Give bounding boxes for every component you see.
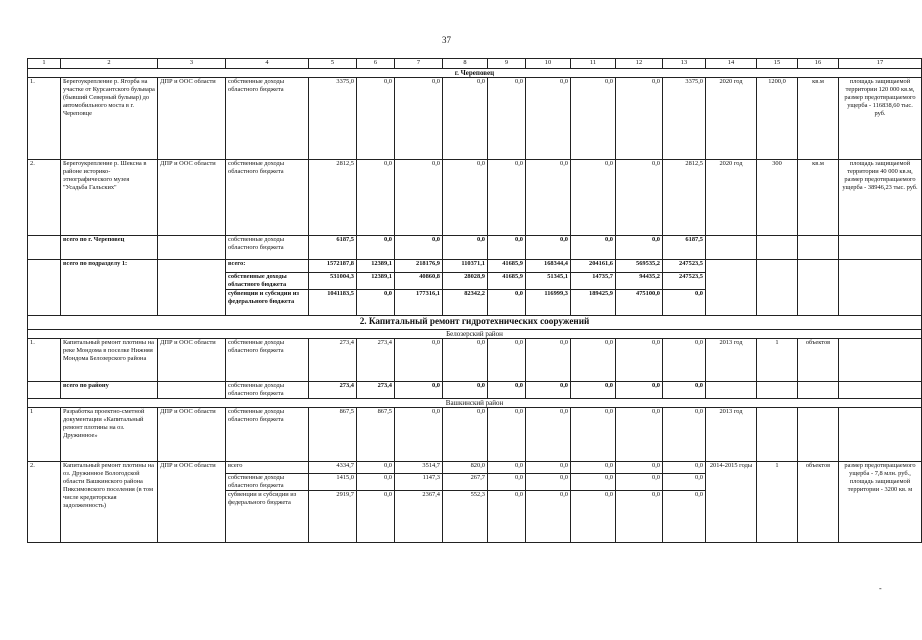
result-note: площадь защищаемой территории 120 000 кв.м, размер предотвращаемого ущерба - 116838,60 тыс. руб. [839,78,922,160]
cell-value: 0,0 [571,78,616,160]
cell-value: 0,0 [395,339,443,382]
column-number: 1 [28,59,61,69]
result-note: площадь защищаемой территории 40 000 кв.м, размер предотвращаемого ущерба - 38946,23 тыс. руб. [839,160,922,236]
cell-value: 116999,3 [526,290,571,316]
cell-value: 0,0 [616,160,663,236]
column-number: 5 [309,59,357,69]
cell-value: 0,0 [663,474,706,491]
row-number: 1. [28,339,61,382]
funding-source: собственные доходы областного бюджета [226,78,309,160]
funding-source: всего [226,462,309,474]
activity-name: Берегоукрепление р. Ягорба на участке от Курсантского бульвара (бывший Северный бульвар) до автомобильного моста в г. Череповце [61,78,158,160]
total-label: всего по г. Череповец [61,236,158,260]
funding-source: субвенции и субсидии из федерального бюджета [226,290,309,316]
cell-value: 0,0 [443,160,488,236]
column-number: 6 [357,59,395,69]
subsection-total-row [28,260,922,273]
cell-value: 0,0 [571,462,616,474]
column-number: 4 [226,59,309,69]
cell-value: 0,0 [357,78,395,160]
cell-value: 820,0 [443,462,488,474]
funding-source: субвенции и субсидии из федерального бюджета [226,491,309,543]
completion-year: 2020 год [706,160,757,236]
cell-value: 0,0 [526,408,571,462]
cell-value: 0,0 [663,382,706,399]
cell-value: 475100,0 [616,290,663,316]
column-number: 17 [839,59,922,69]
quantity: 1 [757,339,798,382]
cell-value: 3375,0 [663,78,706,160]
cell-value: 247523,5 [663,273,706,290]
cell-value: 0,0 [616,474,663,491]
unit: кв.м [798,160,839,236]
cell-value: 168344,4 [526,260,571,273]
cell-value: 0,0 [526,160,571,236]
cell-value: 189425,9 [571,290,616,316]
cell-value: 0,0 [616,382,663,399]
cell-value: 94435,2 [616,273,663,290]
activity-name: Капитальный ремонт плотины на реке Мондома в поселке Нижняя Мондома Белозерского района [61,339,158,382]
cell-value: 82342,2 [443,290,488,316]
cell-value: 14735,7 [571,273,616,290]
cell-total: 3375,0 [309,78,357,160]
cell-value: 6187,5 [663,236,706,260]
corner-mark: - [879,584,882,593]
cell-value: 0,0 [488,408,526,462]
cell-value: 0,0 [488,382,526,399]
cell-value: 0,0 [616,236,663,260]
completion-year: 2014-2015 годы [706,462,757,543]
quantity: 1 [757,462,798,543]
cell-value: 40860,8 [395,273,443,290]
cell-value: 12389,1 [357,260,395,273]
cell-total: 1415,0 [309,474,357,491]
row-number: 2. [28,462,61,543]
cell-value: 0,0 [488,474,526,491]
cell-value: 0,0 [443,382,488,399]
cell-value: 28028,9 [443,273,488,290]
cell-value: 0,0 [616,462,663,474]
cell-value: 0,0 [395,408,443,462]
group-title: г. Череповец [28,69,922,78]
cell-value: 0,0 [616,408,663,462]
cell-value: 51345,1 [526,273,571,290]
unit: объектов [798,339,839,382]
cell-value: 2812,5 [663,160,706,236]
result-note: размер предотвращаемого ущерба - 7,8 млн. руб., площадь защищаемой территории - 3200 кв. м [839,462,922,543]
row-number: 2. [28,160,61,236]
cell-value: 1147,3 [395,474,443,491]
cell-value: 0,0 [663,491,706,543]
executor: ДПР и ООС области [158,160,226,236]
cell-value: 2367,4 [395,491,443,543]
total-label: всего по району [61,382,158,399]
cell-value: 247523,5 [663,260,706,273]
cell-value: 0,0 [488,236,526,260]
executor: ДПР и ООС области [158,78,226,160]
executor: ДПР и ООС области [158,462,226,543]
cell-value: 0,0 [357,491,395,543]
cell-value: 0,0 [571,236,616,260]
cell-value: 0,0 [526,78,571,160]
cell-value: 0,0 [395,236,443,260]
cell-total: 4334,7 [309,462,357,474]
result-note [839,339,922,382]
cell-value: 0,0 [443,339,488,382]
completion-year: 2013 год [706,339,757,382]
column-number: 3 [158,59,226,69]
cell-value: 0,0 [488,491,526,543]
cell-value: 0,0 [526,382,571,399]
table-row [28,160,922,236]
group-header-belozersky [28,330,922,339]
cell-total: 1041183,5 [309,290,357,316]
funding-source: собственные доходы областного бюджета [226,160,309,236]
cell-value: 0,0 [571,474,616,491]
activity-name: Разработка проектно-сметной документации «Капитальный ремонт плотины на оз. Дружинное» [61,408,158,462]
cell-value: 0,0 [571,382,616,399]
column-number: 9 [488,59,526,69]
funding-source: собственные доходы областного бюджета [226,339,309,382]
cell-value: 0,0 [663,408,706,462]
cell-total: 2919,7 [309,491,357,543]
cell-value: 177316,1 [395,290,443,316]
cell-value: 110371,1 [443,260,488,273]
column-number: 16 [798,59,839,69]
column-number-row [28,59,922,69]
cell-value: 0,0 [357,236,395,260]
section-title-row [28,316,922,330]
cell-value: 0,0 [443,236,488,260]
column-number: 14 [706,59,757,69]
table-row [28,462,922,474]
activity-name: Берегоукрепление р. Шексна в районе историко-этнографического музея "Усадьба Гальских" [61,160,158,236]
cell-value: 0,0 [395,78,443,160]
cell-value: 12389,1 [357,273,395,290]
cell-total: 531004,3 [309,273,357,290]
cell-total: 273,4 [309,382,357,399]
cell-value: 0,0 [616,339,663,382]
completion-year: 2013 год [706,408,757,462]
unit: объектов [798,462,839,543]
cell-value: 0,0 [357,474,395,491]
cell-value: 0,0 [571,408,616,462]
cell-value: 0,0 [488,462,526,474]
cell-value: 267,7 [443,474,488,491]
cell-value: 41685,9 [488,273,526,290]
table-row [28,408,922,462]
total-row-district [28,382,922,399]
cell-value: 218176,9 [395,260,443,273]
funding-source: собственные доходы областного бюджета [226,408,309,462]
activity-name: Капитальный ремонт плотины на оз. Дружинное Вологодской области Вашкинского района Пиксимовского поселения (в том числе кредиторская задолженность) [61,462,158,543]
cell-value: 0,0 [488,339,526,382]
column-number: 2 [61,59,158,69]
cell-value: 3514,7 [395,462,443,474]
cell-value: 0,0 [488,160,526,236]
cell-total: 867,5 [309,408,357,462]
funding-source: собственные доходы областного бюджета [226,382,309,399]
program-activities-table [27,58,922,543]
cell-value: 552,3 [443,491,488,543]
cell-value: 0,0 [526,462,571,474]
row-number: 1 [28,408,61,462]
table-row [28,339,922,382]
cell-value: 0,0 [526,491,571,543]
completion-year: 2020 год [706,78,757,160]
section-title: 2. Капитальный ремонт гидротехнических сооружений [28,316,922,330]
cell-value: 867,5 [357,408,395,462]
column-number: 11 [571,59,616,69]
executor: ДПР и ООС области [158,408,226,462]
cell-value: 0,0 [616,491,663,543]
unit: кв.м [798,78,839,160]
cell-value: 0,0 [357,160,395,236]
column-number: 8 [443,59,488,69]
cell-value: 0,0 [663,462,706,474]
cell-value: 0,0 [357,290,395,316]
cell-value: 273,4 [357,382,395,399]
column-number: 10 [526,59,571,69]
funding-source: собственные доходы областного бюджета [226,273,309,290]
quantity: 300 [757,160,798,236]
column-number: 15 [757,59,798,69]
cell-value: 0,0 [526,474,571,491]
group-title: Вашкинский район [28,399,922,408]
column-number: 13 [663,59,706,69]
cell-value: 0,0 [395,160,443,236]
total-row-city [28,236,922,260]
cell-value: 0,0 [488,290,526,316]
quantity: 1200,0 [757,78,798,160]
column-number: 7 [395,59,443,69]
row-number: 1. [28,78,61,160]
table-row [28,78,922,160]
cell-value: 0,0 [395,382,443,399]
cell-total: 6187,5 [309,236,357,260]
page-number: 37 [442,35,451,45]
cell-value: 0,0 [571,491,616,543]
cell-value: 0,0 [526,236,571,260]
cell-value: 0,0 [443,408,488,462]
funding-source: собственные доходы областного бюджета [226,474,309,491]
cell-value: 41685,9 [488,260,526,273]
column-number: 12 [616,59,663,69]
group-header-vashkinsky [28,399,922,408]
cell-value: 569535,2 [616,260,663,273]
cell-value: 0,0 [526,339,571,382]
cell-value: 0,0 [663,339,706,382]
cell-value: 0,0 [571,339,616,382]
funding-source: всего: [226,260,309,273]
cell-total: 1572187,8 [309,260,357,273]
cell-value: 0,0 [357,462,395,474]
cell-value: 273,4 [357,339,395,382]
cell-value: 0,0 [616,78,663,160]
cell-value: 0,0 [571,160,616,236]
cell-total: 273,4 [309,339,357,382]
group-title: Белозерский район [28,330,922,339]
cell-total: 2812,5 [309,160,357,236]
cell-value: 0,0 [663,290,706,316]
funding-source: собственные доходы областного бюджета [226,236,309,260]
cell-value: 0,0 [488,78,526,160]
executor: ДПР и ООС области [158,339,226,382]
cell-value: 204161,6 [571,260,616,273]
cell-value: 0,0 [443,78,488,160]
group-header-cherepovets [28,69,922,78]
total-label: всего по подразделу 1: [61,260,158,316]
